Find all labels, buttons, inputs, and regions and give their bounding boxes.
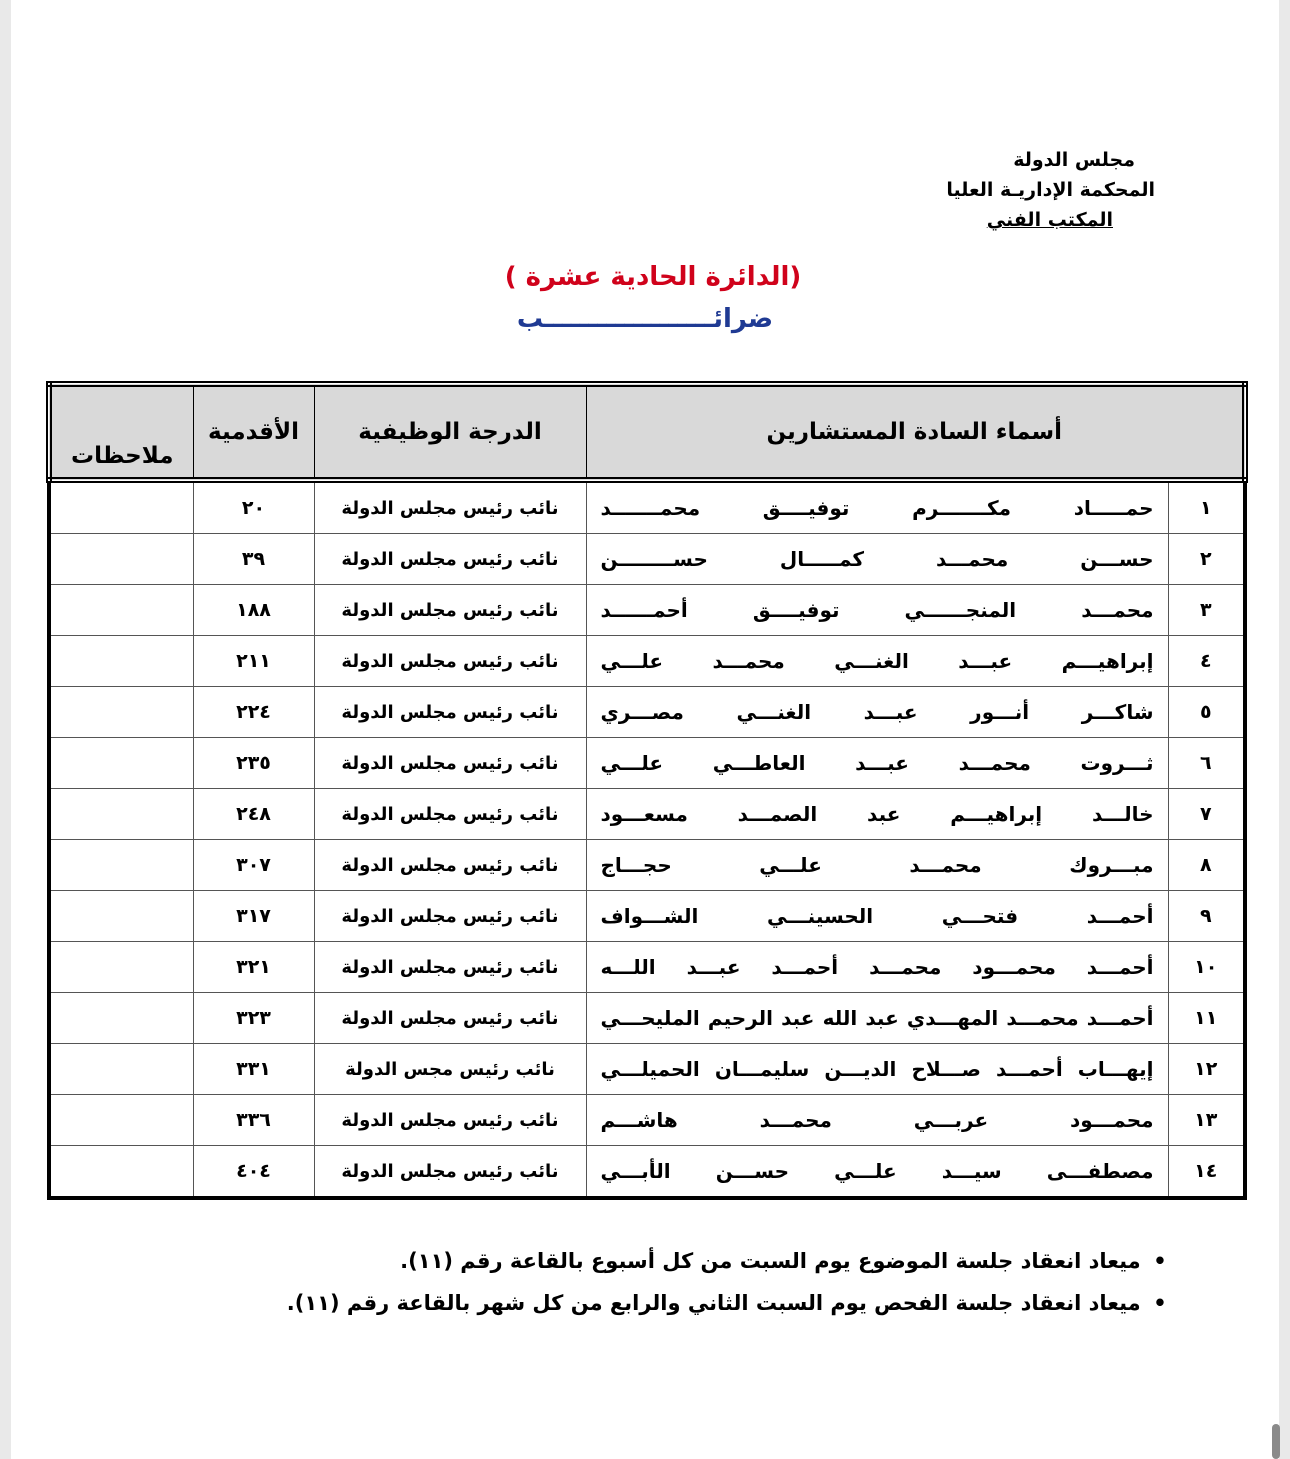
header-court: المحكمة الإداريـة العليا <box>946 179 1155 201</box>
seniority-rank: ٣١٧ <box>193 891 314 942</box>
row-number: ٤ <box>1168 636 1245 687</box>
job-grade: نائب رئيس مجلس الدولة <box>314 1146 586 1199</box>
job-grade: نائب رئيس مجلس الدولة <box>314 636 586 687</box>
seniority-rank: ٢٠ <box>193 480 314 534</box>
counselors-table <box>46 381 1242 1200</box>
row-notes <box>49 840 193 891</box>
header-notes: ملاحظات <box>49 384 193 480</box>
row-number: ١٠ <box>1168 942 1245 993</box>
row-number: ٢ <box>1168 534 1245 585</box>
seniority-rank: ٤٠٤ <box>193 1146 314 1199</box>
row-notes <box>49 480 193 534</box>
row-notes <box>49 1095 193 1146</box>
bullet-icon: • <box>1153 1249 1167 1273</box>
bullet-icon: • <box>1153 1291 1167 1315</box>
job-grade: نائب رئيس مجلس الدولة <box>314 687 586 738</box>
row-notes <box>49 687 193 738</box>
note-item <box>287 1240 1172 1282</box>
seniority-rank: ٢٣٥ <box>193 738 314 789</box>
row-number: ١٤ <box>1168 1146 1245 1199</box>
row-notes <box>49 891 193 942</box>
row-number: ٥ <box>1168 687 1245 738</box>
job-grade: نائب رئيس مجلس الدولة <box>314 585 586 636</box>
table-row <box>49 942 1245 993</box>
table-row <box>49 789 1245 840</box>
session-notes <box>287 1240 1172 1324</box>
row-number: ٩ <box>1168 891 1245 942</box>
row-notes <box>49 738 193 789</box>
row-notes <box>49 636 193 687</box>
table-row <box>49 1146 1245 1199</box>
job-grade: نائب رئيس مجلس الدولة <box>314 1095 586 1146</box>
seniority-rank: ٢٤٨ <box>193 789 314 840</box>
counselor-name: ثـــروت محمـــد عبـــد العاطـــي علـــي <box>586 738 1168 789</box>
counselor-name: محمـــود عربـــي محمـــد هاشـــم <box>586 1095 1168 1146</box>
seniority-rank: ٣٣١ <box>193 1044 314 1095</box>
header-grade: الدرجة الوظيفية <box>314 384 586 480</box>
job-grade: نائب رئيس مجلس الدولة <box>314 789 586 840</box>
seniority-rank: ٣٠٧ <box>193 840 314 891</box>
counselor-name: مبـــروك محمـــد علـــي حجـــاج <box>586 840 1168 891</box>
seniority-rank: ٣٢٣ <box>193 993 314 1044</box>
counselor-name: أحمـــد محمـــود محمـــد أحمـــد عبـــد اللـــه <box>586 942 1168 993</box>
table-row <box>49 840 1245 891</box>
row-number: ١ <box>1168 480 1245 534</box>
job-grade: نائب رئيس مجلس الدولة <box>314 534 586 585</box>
row-number: ٧ <box>1168 789 1245 840</box>
job-grade: نائب رئيس مجلس الدولة <box>314 840 586 891</box>
counselor-name: أحمـــد محمـــد المهـــدي عبد الله عبد الرحيم المليحـــي <box>586 993 1168 1044</box>
counselor-name: إيهـــاب أحمـــد صـــلاح الديـــن سليمـــان الحميلـــي <box>586 1044 1168 1095</box>
header-names: أسماء السادة المستشارين <box>586 384 1245 480</box>
table-row <box>49 1044 1245 1095</box>
table-header-row <box>49 384 1245 480</box>
row-number: ١٢ <box>1168 1044 1245 1095</box>
header-council: مجلس الدولة <box>1013 149 1135 171</box>
job-grade: نائب رئيس مجلس الدولة <box>314 738 586 789</box>
table-row <box>49 585 1245 636</box>
row-number: ١٣ <box>1168 1095 1245 1146</box>
seniority-rank: ٢٢٤ <box>193 687 314 738</box>
table-row <box>49 480 1245 534</box>
table-row <box>49 534 1245 585</box>
circuit-title: (الدائرة الحادية عشرة ) <box>504 262 802 292</box>
seniority-rank: ٣٢١ <box>193 942 314 993</box>
row-notes <box>49 585 193 636</box>
counselor-name: أحمـــد فتحـــي الحسينـــي الشـــواف <box>586 891 1168 942</box>
table-row <box>49 993 1245 1044</box>
table-row <box>49 1095 1245 1146</box>
header-office: المكتب الفني <box>986 209 1113 231</box>
row-notes <box>49 993 193 1044</box>
counselor-name: محمـــد المنجــــــي توفيــــق أحمــــــد <box>586 585 1168 636</box>
table-row <box>49 687 1245 738</box>
job-grade: نائب رئيس مجلس الدولة <box>314 942 586 993</box>
job-grade: نائب رئيس مجس الدولة <box>314 1044 586 1095</box>
table-row <box>49 636 1245 687</box>
table-row <box>49 891 1245 942</box>
counselor-name: حمـــــاد مكـــــــرم توفيــــق محمـــــــد <box>586 480 1168 534</box>
seniority-rank: ٣٩ <box>193 534 314 585</box>
institution-header <box>946 145 1155 235</box>
row-notes <box>49 1146 193 1199</box>
row-notes <box>49 942 193 993</box>
row-number: ٦ <box>1168 738 1245 789</box>
counselor-name: خالـــد إبراهيـــم عبد الصمـــد مسعـــود <box>586 789 1168 840</box>
header-seniority: الأقدمية <box>193 384 314 480</box>
row-number: ٨ <box>1168 840 1245 891</box>
row-number: ٣ <box>1168 585 1245 636</box>
job-grade: نائب رئيس مجلس الدولة <box>314 891 586 942</box>
job-grade: نائب رئيس مجلس الدولة <box>314 480 586 534</box>
counselor-name: مصطفـــى سيـــد علـــي حســـن الأبـــي <box>586 1146 1168 1199</box>
seniority-rank: ٢١١ <box>193 636 314 687</box>
row-number: ١١ <box>1168 993 1245 1044</box>
scrollbar-thumb[interactable] <box>1272 1424 1280 1459</box>
note-item <box>287 1282 1172 1324</box>
table-row <box>49 738 1245 789</box>
row-notes <box>49 534 193 585</box>
row-notes <box>49 789 193 840</box>
note-text: ميعاد انعقاد جلسة الفحص يوم السبت الثاني والرابع من كل شهر بالقاعة رقم (١١). <box>286 1291 1141 1315</box>
job-grade: نائب رئيس مجلس الدولة <box>314 993 586 1044</box>
row-notes <box>49 1044 193 1095</box>
counselor-name: حســـن محمـــد كمـــــال حســــــــن <box>586 534 1168 585</box>
seniority-rank: ٣٣٦ <box>193 1095 314 1146</box>
seniority-rank: ١٨٨ <box>193 585 314 636</box>
counselor-name: شاكـــر أنـــور عبـــد الغنـــي مصـــري <box>586 687 1168 738</box>
circuit-subtitle: ضرائـــــــــــــــــــب <box>516 304 774 334</box>
note-text: ميعاد انعقاد جلسة الموضوع يوم السبت من كل أسبوع بالقاعة رقم (١١). <box>400 1249 1141 1273</box>
counselor-name: إبراهيـــم عبـــد الغنـــي محمـــد علـــي <box>586 636 1168 687</box>
